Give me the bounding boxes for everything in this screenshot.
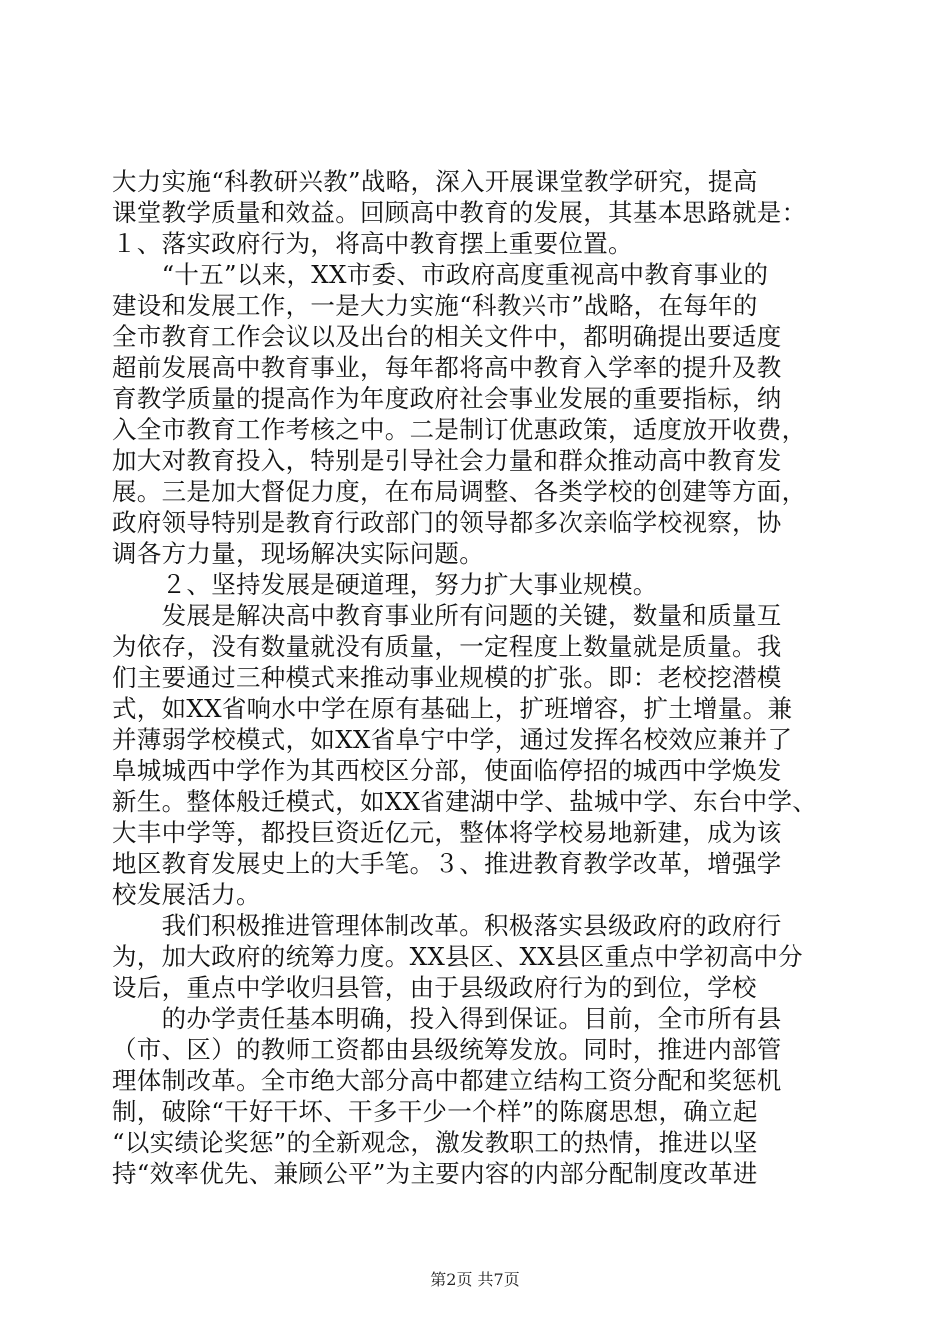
text-line: 建设和发展工作，一是大力实施“科教兴市”战略，在每年的 xyxy=(112,291,758,320)
page-footer: 第2页 共7页 xyxy=(430,1270,520,1289)
text-line: 为，加大政府的统筹力度。XX县区、XX县区重点中学初高中分 xyxy=(112,942,803,971)
text-line: 设后，重点中学收归县管，由于县级政府行为的到位，学校 xyxy=(112,973,757,1002)
text-line: 超前发展高中教育事业，每年都将高中教育入学率的提升及教 xyxy=(112,353,782,382)
text-line: 大丰中学等，都投巨资近亿元，整体将学校易地新建，成为该 xyxy=(112,818,782,847)
text-line: 并薄弱学校模式，如XX省阜宁中学，通过发挥名校效应兼并了 xyxy=(112,725,793,754)
text-line: 阜城城西中学作为其西校区分部，使面临停招的城西中学焕发 xyxy=(112,756,782,785)
text-line: 调各方力量，现场解决实际问题。 xyxy=(112,539,484,568)
text-line: 的办学责任基本明确，投入得到保证。目前，全市所有县 xyxy=(112,1004,782,1033)
text-line: １、落实政府行为，将高中教育摆上重要位置。 xyxy=(112,229,633,258)
text-line: 式，如XX省响水中学在原有基础上，扩班增容，扩土增量。兼 xyxy=(112,694,793,723)
text-line: 我们积极推进管理体制改革。积极落实县级政府的政府行 xyxy=(112,911,782,940)
text-line: 校发展活力。 xyxy=(112,880,261,909)
text-line: 加大对教育投入，特别是引导社会力量和群众推动高中教育发 xyxy=(112,446,782,475)
text-line: 们主要通过三种模式来推动事业规模的扩张。即：老校挖潜模 xyxy=(112,663,782,692)
text-line: 育教学质量的提高作为年度政府社会事业发展的重要指标，纳 xyxy=(112,384,782,413)
body-text xyxy=(112,166,842,1189)
text-line: 全市教育工作会议以及出台的相关文件中，都明确提出要适度 xyxy=(112,322,782,351)
text-line: 为依存，没有数量就没有质量，一定程度上数量就是质量。我 xyxy=(112,632,782,661)
text-line: 发展是解决高中教育事业所有问题的关键，数量和质量互 xyxy=(112,601,782,630)
text-line: “以实绩论奖惩”的全新观念，激发教职工的热情，推进以坚 xyxy=(112,1128,758,1157)
text-line: “十五”以来，XX市委、市政府高度重视高中教育事业的 xyxy=(112,260,769,289)
text-line: 大力实施“科教研兴教”战略，深入开展课堂教学研究，提高 xyxy=(112,167,758,196)
text-line: 政府领导特别是教育行政部门的领导都多次亲临学校视察，协 xyxy=(112,508,782,537)
text-line: 新生。整体般迁模式，如XX省建湖中学、盐城中学、东台中学、 xyxy=(112,787,818,816)
text-line: 展。三是加大督促力度，在布局调整、各类学校的创建等方面， xyxy=(112,477,807,506)
text-line: 制，破除“干好干坏、干多干少一个样”的陈腐思想，确立起 xyxy=(112,1097,758,1126)
text-line: 地区教育发展史上的大手笔。３、推进教育教学改革，增强学 xyxy=(112,849,782,878)
text-line: ２、坚持发展是硬道理，努力扩大事业规模。 xyxy=(112,570,658,599)
text-line: 持“效率优先、兼顾公平”为主要内容的内部分配制度改革进 xyxy=(112,1159,758,1188)
text-line: 入全市教育工作考核之中。二是制订优惠政策，适度放开收费， xyxy=(112,415,807,444)
text-line: 理体制改革。全市绝大部分高中都建立结构工资分配和奖惩机 xyxy=(112,1066,782,1095)
text-line: 课堂教学质量和效益。回顾高中教育的发展，其基本思路就是： xyxy=(112,198,807,227)
text-line: （市、区）的教师工资都由县级统筹发放。同时，推进内部管 xyxy=(112,1035,782,1064)
